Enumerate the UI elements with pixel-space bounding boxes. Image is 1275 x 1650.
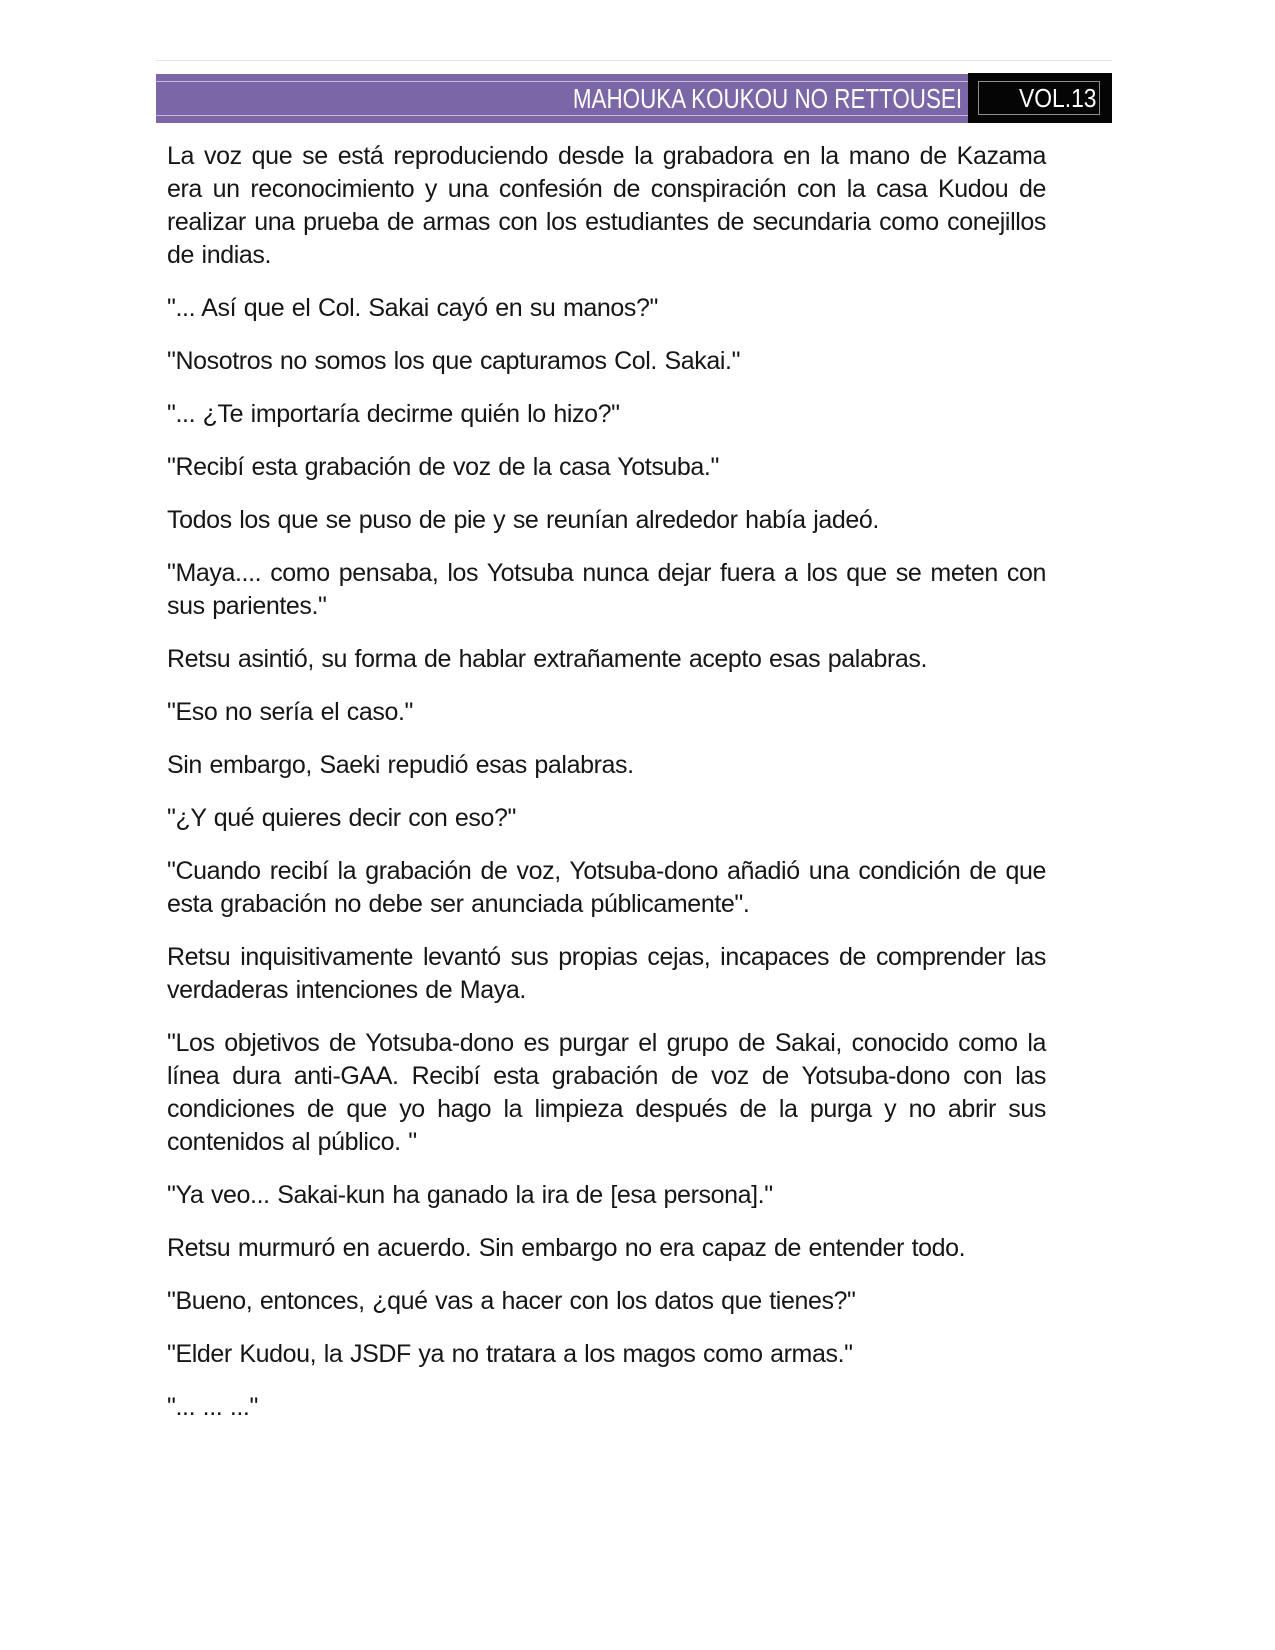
paragraph: "Maya.... como pensaba, los Yotsuba nunca dejar fuera a los que se meten con sus parientes." xyxy=(167,559,1046,620)
paragraph: Sin embargo, Saeki repudió esas palabras. xyxy=(167,751,634,779)
paragraph: "Eso no sería el caso." xyxy=(167,698,414,726)
paragraph: "Cuando recibí la grabación de voz, Yotsuba-dono añadió una condición de que esta grabación no debe ser anunciada públicamente". xyxy=(167,857,1046,918)
volume-box-inner-border xyxy=(978,81,1100,115)
paragraph: "Nosotros no somos los que capturamos Col. Sakai." xyxy=(167,347,741,375)
volume-box xyxy=(968,73,1112,123)
paragraph: "Elder Kudou, la JSDF ya no tratara a los magos como armas." xyxy=(167,1340,853,1368)
paragraph: "¿Y qué quieres decir con eso?" xyxy=(167,804,516,832)
paragraph: Retsu asintió, su forma de hablar extrañamente acepto esas palabras. xyxy=(167,645,928,673)
paragraph: Retsu inquisitivamente levantó sus propias cejas, incapaces de comprender las verdaderas intenciones de Maya. xyxy=(167,943,1046,1004)
header-title: MAHOUKA KOUKOU NO RETTOUSEI xyxy=(572,82,962,114)
paragraph: "... Así que el Col. Sakai cayó en su manos?" xyxy=(167,294,658,322)
paragraph: Retsu murmuró en acuerdo. Sin embargo no era capaz de entender todo. xyxy=(167,1234,966,1262)
paragraph: "Los objetivos de Yotsuba-dono es purgar el grupo de Sakai, conocido como la línea dura anti-GAA. Recibí esta grabación de voz de Yotsuba-dono con las condiciones de que yo hago la limpieza después de la purga y no abrir sus contenidos al público. " xyxy=(167,1029,1046,1156)
paragraph: "Recibí esta grabación de voz de la casa Yotsuba." xyxy=(167,453,719,481)
body-text xyxy=(167,140,1046,1444)
volume-label: VOL.13 xyxy=(1018,82,1097,113)
paragraph: La voz que se está reproduciendo desde la grabadora en la mano de Kazama era un reconocimiento y una confesión de conspiración con la casa Kudou de realizar una prueba de armas con los estudiantes de secundaria como conejillos de indias. xyxy=(167,142,1046,269)
header-bar xyxy=(156,74,968,123)
paragraph: Todos los que se puso de pie y se reunían alrededor había jadeó. xyxy=(167,506,879,534)
page-header xyxy=(156,73,1112,123)
paragraph: "Ya veo... Sakai-kun ha ganado la ira de [esa persona]." xyxy=(167,1181,773,1209)
paragraph: "Bueno, entonces, ¿qué vas a hacer con los datos que tienes?" xyxy=(167,1287,856,1315)
header-top-rule xyxy=(156,60,1112,61)
paragraph: "... ¿Te importaría decirme quién lo hizo?" xyxy=(167,400,620,428)
paragraph: "... ... ..." xyxy=(167,1393,258,1421)
